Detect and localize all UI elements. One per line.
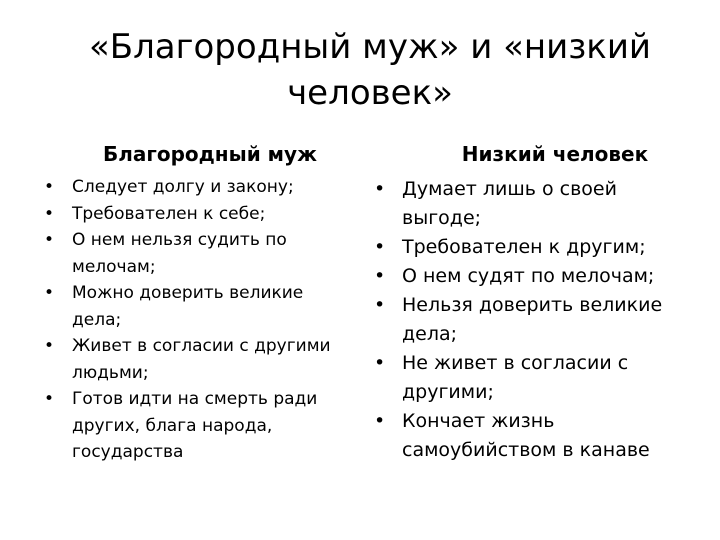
slide-title: «Благородный муж» и «низкий человек» <box>88 27 652 113</box>
list-item: • Требователен к себе; <box>44 201 336 228</box>
list-item: • Следует долгу и закону; <box>44 174 336 201</box>
noble-man-heading: Благородный муж <box>103 142 317 166</box>
list-item: • Нельзя доверить великие дела; <box>374 291 674 349</box>
list-item: • Требователен к другим; <box>374 233 674 262</box>
list-item: • Не живет в согласии с другими; <box>374 349 674 407</box>
list-item: • Живет в согласии с другими людьми; <box>44 333 336 386</box>
list-item: • Готов идти на смерть ради других, блага народа, государства <box>44 386 336 466</box>
list-item: • Кончает жизнь самоубийством в канаве <box>374 407 674 465</box>
low-man-heading: Низкий человек <box>461 142 649 166</box>
low-man-list <box>374 175 674 465</box>
list-item: • Можно доверить великие дела; <box>44 280 336 333</box>
noble-man-list <box>44 174 336 466</box>
list-item: • О нем нельзя судить по мелочам; <box>44 227 336 280</box>
list-item: • О нем судят по мелочам; <box>374 262 674 291</box>
list-item: • Думает лишь о своей выгоде; <box>374 175 674 233</box>
